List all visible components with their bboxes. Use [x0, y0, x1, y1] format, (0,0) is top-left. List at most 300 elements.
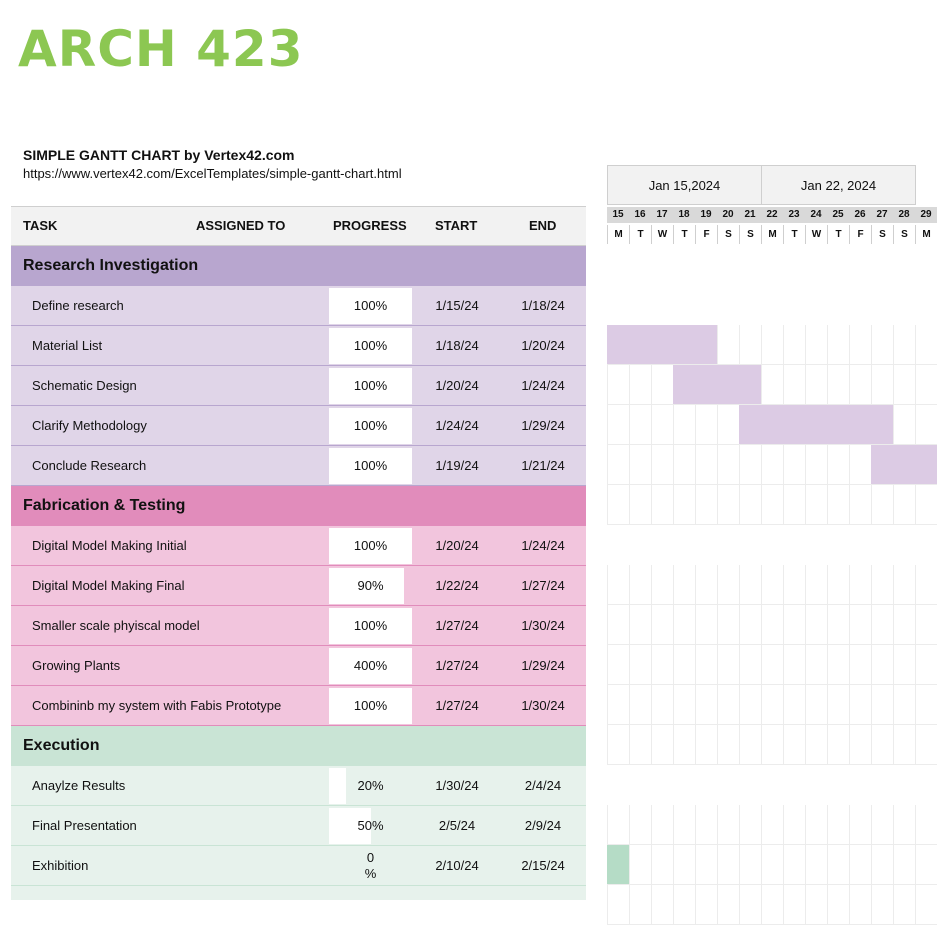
gantt-cell[interactable] [629, 605, 651, 645]
progress-value: 100% [353, 378, 388, 393]
gantt-cell[interactable] [849, 445, 871, 485]
gantt-cell[interactable] [827, 845, 849, 885]
gantt-cell[interactable] [607, 405, 629, 445]
task-name[interactable]: Digital Model Making Final [32, 578, 185, 593]
gantt-cell[interactable] [849, 485, 871, 525]
start-date[interactable]: 1/30/24 [435, 778, 479, 793]
gantt-cell[interactable] [893, 805, 915, 845]
gantt-cell[interactable] [849, 365, 871, 405]
start-date[interactable]: 1/20/24 [435, 378, 479, 393]
gantt-cell[interactable] [607, 685, 629, 725]
gantt-cell[interactable] [827, 685, 849, 725]
day-of-week: W [651, 225, 673, 244]
day-of-week: W [805, 225, 827, 244]
gantt-cell[interactable] [761, 685, 783, 725]
gantt-cell[interactable] [695, 645, 717, 685]
gantt-cell[interactable] [827, 485, 849, 525]
gantt-cell[interactable] [805, 725, 827, 765]
gantt-cell[interactable] [673, 685, 695, 725]
gantt-cell[interactable] [761, 565, 783, 605]
gantt-cell[interactable] [827, 805, 849, 845]
gantt-cell[interactable] [893, 845, 915, 885]
column-header-end[interactable]: END [529, 218, 557, 233]
gantt-cell[interactable] [915, 685, 937, 725]
gantt-cell[interactable] [827, 885, 849, 925]
end-date[interactable]: 1/30/24 [521, 618, 565, 633]
start-date[interactable]: 1/22/24 [435, 578, 479, 593]
gantt-cell[interactable] [695, 805, 717, 845]
column-header-assigned[interactable]: ASSIGNED TO [196, 218, 286, 233]
gantt-cell[interactable] [805, 805, 827, 845]
week-label: Jan 22, 2024 [761, 165, 916, 205]
gantt-cell[interactable] [783, 565, 805, 605]
start-date[interactable]: 1/19/24 [435, 458, 479, 473]
gantt-cell[interactable] [673, 485, 695, 525]
end-date[interactable]: 1/20/24 [521, 338, 565, 353]
end-date[interactable]: 1/27/24 [521, 578, 565, 593]
end-date[interactable]: 2/15/24 [521, 858, 565, 873]
gantt-cell[interactable] [629, 565, 651, 605]
day-number: 24 [805, 207, 827, 223]
task-row[interactable] [11, 526, 586, 566]
gantt-cell[interactable] [607, 445, 629, 485]
gantt-cell[interactable] [739, 885, 761, 925]
progress-cell[interactable] [329, 608, 412, 644]
gantt-cell[interactable] [651, 565, 673, 605]
start-date[interactable]: 1/15/24 [435, 298, 479, 313]
gantt-cell[interactable] [805, 325, 827, 365]
gantt-cell[interactable] [651, 805, 673, 845]
day-of-week: S [717, 225, 739, 244]
gantt-cell[interactable] [629, 445, 651, 485]
start-date[interactable]: 1/27/24 [435, 618, 479, 633]
day-number: 29 [915, 207, 937, 223]
progress-cell[interactable] [329, 368, 412, 404]
phase-name: Fabrication & Testing [23, 497, 186, 514]
end-date[interactable]: 1/21/24 [521, 458, 565, 473]
task-row[interactable] [11, 366, 586, 406]
gantt-cell[interactable] [717, 405, 739, 445]
gantt-cell[interactable] [783, 805, 805, 845]
template-url-link[interactable]: https://www.vertex42.com/ExcelTemplates/simple-gantt-chart.html [23, 166, 402, 181]
gantt-cell[interactable] [673, 565, 695, 605]
gantt-cell[interactable] [849, 805, 871, 845]
gantt-cell[interactable] [761, 885, 783, 925]
progress-value: 20% [357, 778, 384, 793]
gantt-cell[interactable] [651, 725, 673, 765]
gantt-cell[interactable] [827, 565, 849, 605]
phase-name: Execution [23, 737, 100, 754]
gantt-cell[interactable] [915, 405, 937, 445]
gantt-cell[interactable] [607, 645, 629, 685]
task-row[interactable] [11, 806, 586, 846]
column-header-task[interactable]: TASK [23, 218, 58, 233]
gantt-cell[interactable] [893, 485, 915, 525]
day-of-week: T [673, 225, 695, 244]
gantt-cell[interactable] [893, 565, 915, 605]
progress-cell[interactable] [329, 768, 412, 804]
gantt-cell[interactable] [695, 445, 717, 485]
gantt-cell[interactable] [805, 365, 827, 405]
task-name[interactable]: Define research [32, 298, 124, 313]
gantt-cell[interactable] [739, 845, 761, 885]
gantt-cell[interactable] [717, 645, 739, 685]
gantt-cell[interactable] [607, 805, 629, 845]
gantt-cell[interactable] [849, 725, 871, 765]
gantt-cell[interactable] [915, 845, 937, 885]
gantt-cell[interactable] [651, 885, 673, 925]
gantt-cell[interactable] [871, 485, 893, 525]
gantt-cell[interactable] [893, 605, 915, 645]
gantt-cell[interactable] [827, 365, 849, 405]
chart-subtitle: SIMPLE GANTT CHART by Vertex42.com [23, 147, 295, 163]
gantt-cell[interactable] [871, 805, 893, 845]
gantt-cell[interactable] [871, 845, 893, 885]
gantt-bar[interactable] [673, 365, 761, 404]
progress-value: 100% [353, 298, 388, 313]
gantt-cell[interactable] [695, 605, 717, 645]
end-date[interactable]: 1/18/24 [521, 298, 565, 313]
start-date[interactable]: 1/27/24 [435, 698, 479, 713]
gantt-cell[interactable] [739, 645, 761, 685]
gantt-cell[interactable] [783, 885, 805, 925]
gantt-cell[interactable] [805, 485, 827, 525]
gantt-cell[interactable] [651, 445, 673, 485]
task-row[interactable] [11, 286, 586, 326]
task-name[interactable]: Conclude Research [32, 458, 147, 473]
gantt-cell[interactable] [651, 405, 673, 445]
task-name[interactable]: Digital Model Making Initial [32, 538, 187, 553]
gantt-cell[interactable] [651, 685, 673, 725]
task-row[interactable] [11, 406, 586, 446]
gantt-cell[interactable] [607, 725, 629, 765]
gantt-cell[interactable] [761, 725, 783, 765]
day-of-week: T [827, 225, 849, 244]
gantt-cell[interactable] [849, 645, 871, 685]
gantt-cell[interactable] [783, 685, 805, 725]
gantt-cell[interactable] [783, 645, 805, 685]
start-date[interactable]: 1/27/24 [435, 658, 479, 673]
progress-cell[interactable] [329, 528, 412, 564]
gantt-cell[interactable] [805, 605, 827, 645]
gantt-cell[interactable] [695, 405, 717, 445]
task-name[interactable]: Combininb my system with Fabis Prototype [32, 698, 282, 713]
gantt-cell[interactable] [849, 885, 871, 925]
gantt-cell[interactable] [761, 485, 783, 525]
gantt-cell[interactable] [673, 805, 695, 845]
task-row[interactable] [11, 606, 586, 646]
gantt-cell[interactable] [629, 365, 651, 405]
gantt-row [607, 485, 937, 525]
task-name[interactable]: Clarify Methodology [32, 418, 147, 433]
progress-cell[interactable] [329, 808, 412, 844]
day-of-week: M [607, 225, 629, 244]
gantt-row [607, 725, 937, 765]
gantt-cell[interactable] [695, 565, 717, 605]
task-name[interactable]: Final Presentation [32, 818, 137, 833]
progress-cell[interactable] [329, 408, 412, 444]
day-of-week: F [695, 225, 717, 244]
task-row[interactable] [11, 646, 586, 686]
gantt-cell[interactable] [783, 325, 805, 365]
gantt-cell[interactable] [673, 845, 695, 885]
gantt-cell[interactable] [739, 685, 761, 725]
gantt-cell[interactable] [673, 445, 695, 485]
phase-header[interactable] [11, 486, 586, 526]
gantt-cell[interactable] [651, 845, 673, 885]
task-name[interactable]: Material List [32, 338, 103, 353]
start-date[interactable]: 1/18/24 [435, 338, 479, 353]
gantt-row [607, 885, 937, 925]
task-name[interactable]: Exhibition [32, 858, 89, 873]
gantt-cell[interactable] [761, 365, 783, 405]
gantt-cell[interactable] [695, 485, 717, 525]
progress-cell[interactable] [329, 688, 412, 724]
gantt-cell[interactable] [629, 845, 651, 885]
gantt-cell[interactable] [739, 325, 761, 365]
start-date[interactable]: 2/10/24 [435, 858, 479, 873]
gantt-cell[interactable] [805, 845, 827, 885]
day-number: 16 [629, 207, 651, 223]
day-of-week: S [739, 225, 761, 244]
day-of-week: S [871, 225, 893, 244]
day-of-week: T [629, 225, 651, 244]
phase-group-fabrication [11, 486, 586, 726]
gantt-cell[interactable] [717, 805, 739, 845]
progress-value: 400% [353, 658, 388, 673]
gantt-cell[interactable] [651, 485, 673, 525]
gantt-cell[interactable] [607, 365, 629, 405]
gantt-cell[interactable] [783, 445, 805, 485]
gantt-cell[interactable] [805, 685, 827, 725]
gantt-cell[interactable] [915, 725, 937, 765]
gantt-cell[interactable] [695, 725, 717, 765]
gantt-cell[interactable] [717, 565, 739, 605]
gantt-row [607, 565, 937, 605]
day-number: 22 [761, 207, 783, 223]
gantt-cell[interactable] [651, 645, 673, 685]
gantt-cell[interactable] [607, 485, 629, 525]
gantt-bar[interactable] [607, 325, 717, 364]
task-row[interactable] [11, 846, 586, 886]
gantt-cell[interactable] [871, 725, 893, 765]
phase-group-research [11, 246, 586, 486]
gantt-cell[interactable] [893, 365, 915, 405]
gantt-cell[interactable] [805, 885, 827, 925]
progress-value: 100% [353, 458, 388, 473]
gantt-cell[interactable] [849, 565, 871, 605]
task-name[interactable]: Growing Plants [32, 658, 121, 673]
progress-value: 100% [353, 538, 388, 553]
gantt-cell[interactable] [827, 645, 849, 685]
end-date[interactable]: 1/29/24 [521, 418, 565, 433]
gantt-bar[interactable] [739, 405, 893, 444]
gantt-bar[interactable] [607, 845, 629, 884]
gantt-cell[interactable] [871, 645, 893, 685]
gantt-cell[interactable] [717, 885, 739, 925]
gantt-cell[interactable] [871, 605, 893, 645]
task-name[interactable]: Schematic Design [32, 378, 137, 393]
gantt-cell[interactable] [717, 845, 739, 885]
start-date[interactable]: 1/20/24 [435, 538, 479, 553]
task-row[interactable] [11, 686, 586, 726]
gantt-cell[interactable] [893, 645, 915, 685]
gantt-cell[interactable] [849, 845, 871, 885]
day-number: 25 [827, 207, 849, 223]
gantt-cell[interactable] [761, 645, 783, 685]
start-date[interactable]: 1/24/24 [435, 418, 479, 433]
gantt-cell[interactable] [695, 845, 717, 885]
gantt-cell[interactable] [673, 885, 695, 925]
gantt-row [607, 365, 937, 405]
gantt-cell[interactable] [827, 725, 849, 765]
end-date[interactable]: 2/9/24 [524, 818, 562, 833]
gantt-cell[interactable] [651, 365, 673, 405]
day-of-week: M [761, 225, 783, 244]
gantt-cell[interactable] [915, 485, 937, 525]
gantt-cell[interactable] [893, 405, 915, 445]
gantt-cell[interactable] [893, 325, 915, 365]
gantt-cell[interactable] [607, 605, 629, 645]
gantt-cell[interactable] [805, 645, 827, 685]
gantt-cell[interactable] [871, 685, 893, 725]
task-name[interactable]: Smaller scale phyiscal model [32, 618, 200, 633]
start-date[interactable]: 2/5/24 [438, 818, 476, 833]
gantt-cell[interactable] [783, 365, 805, 405]
gantt-cell[interactable] [783, 485, 805, 525]
progress-value: 100% [353, 698, 388, 713]
task-row[interactable] [11, 566, 586, 606]
gantt-cell[interactable] [629, 805, 651, 845]
gantt-cell[interactable] [739, 565, 761, 605]
gantt-cell[interactable] [717, 725, 739, 765]
gantt-cell[interactable] [695, 885, 717, 925]
gantt-cell[interactable] [673, 645, 695, 685]
gantt-cell[interactable] [651, 605, 673, 645]
progress-value: 100% [353, 618, 388, 633]
progress-cell[interactable] [329, 448, 412, 484]
gantt-cell[interactable] [915, 605, 937, 645]
gantt-cell[interactable] [827, 325, 849, 365]
gantt-cell[interactable] [849, 685, 871, 725]
gantt-cell[interactable] [739, 805, 761, 845]
gantt-cell[interactable] [629, 725, 651, 765]
progress-value: 0 % [364, 850, 377, 881]
phase-header[interactable] [11, 726, 586, 766]
progress-cell[interactable] [329, 568, 412, 604]
phase-header[interactable] [11, 246, 586, 286]
progress-value: 90% [357, 578, 384, 593]
end-date[interactable]: 1/30/24 [521, 698, 565, 713]
gantt-cell[interactable] [629, 405, 651, 445]
gantt-cell[interactable] [673, 605, 695, 645]
gantt-cell[interactable] [739, 485, 761, 525]
gantt-cell[interactable] [827, 445, 849, 485]
gantt-cell[interactable] [717, 605, 739, 645]
day-number: 18 [673, 207, 695, 223]
gantt-cell[interactable] [783, 845, 805, 885]
column-header-start[interactable]: START [435, 218, 478, 233]
progress-cell[interactable] [329, 648, 412, 684]
gantt-cell[interactable] [739, 605, 761, 645]
day-of-week: F [849, 225, 871, 244]
gantt-cell[interactable] [915, 805, 937, 845]
task-row[interactable] [11, 326, 586, 366]
gantt-cell[interactable] [761, 445, 783, 485]
gantt-cell[interactable] [717, 325, 739, 365]
gantt-cell[interactable] [805, 445, 827, 485]
gantt-cell[interactable] [739, 725, 761, 765]
gantt-cell[interactable] [761, 805, 783, 845]
gantt-cell[interactable] [629, 685, 651, 725]
gantt-cell[interactable] [629, 885, 651, 925]
gantt-cell[interactable] [783, 725, 805, 765]
gantt-cell[interactable] [915, 565, 937, 605]
gantt-cell[interactable] [607, 885, 629, 925]
gantt-cell[interactable] [871, 325, 893, 365]
end-date[interactable]: 1/29/24 [521, 658, 565, 673]
task-row[interactable] [11, 446, 586, 486]
gantt-cell[interactable] [607, 565, 629, 605]
progress-cell[interactable] [329, 848, 412, 884]
gantt-cell[interactable] [871, 365, 893, 405]
progress-cell[interactable] [329, 288, 412, 324]
end-date[interactable]: 2/4/24 [524, 778, 562, 793]
gantt-cell[interactable] [805, 565, 827, 605]
day-number: 17 [651, 207, 673, 223]
gantt-cell[interactable] [717, 685, 739, 725]
task-row[interactable] [11, 886, 586, 900]
gantt-cell[interactable] [915, 645, 937, 685]
gantt-cell[interactable] [893, 725, 915, 765]
gantt-row [607, 605, 937, 645]
end-date[interactable]: 1/24/24 [521, 378, 565, 393]
gantt-cell[interactable] [783, 605, 805, 645]
gantt-cell[interactable] [673, 405, 695, 445]
gantt-cell[interactable] [915, 365, 937, 405]
gantt-cell[interactable] [739, 445, 761, 485]
gantt-cell[interactable] [871, 885, 893, 925]
day-number: 15 [607, 207, 629, 223]
gantt-cell[interactable] [849, 605, 871, 645]
task-row[interactable] [11, 766, 586, 806]
day-number: 27 [871, 207, 893, 223]
progress-cell[interactable] [329, 328, 412, 364]
gantt-cell[interactable] [827, 605, 849, 645]
day-of-week: S [893, 225, 915, 244]
gantt-cell[interactable] [871, 565, 893, 605]
gantt-cell[interactable] [915, 885, 937, 925]
gantt-cell[interactable] [761, 845, 783, 885]
gantt-cell[interactable] [761, 605, 783, 645]
gantt-cell[interactable] [893, 885, 915, 925]
end-date[interactable]: 1/24/24 [521, 538, 565, 553]
gantt-cell[interactable] [695, 685, 717, 725]
gantt-cell[interactable] [629, 645, 651, 685]
gantt-cell[interactable] [849, 325, 871, 365]
progress-value: 100% [353, 338, 388, 353]
gantt-cell[interactable] [717, 445, 739, 485]
gantt-cell[interactable] [629, 485, 651, 525]
gantt-cell[interactable] [673, 725, 695, 765]
gantt-cell[interactable] [915, 325, 937, 365]
gantt-cell[interactable] [717, 485, 739, 525]
column-header-progress[interactable]: PROGRESS [333, 218, 407, 233]
gantt-cell[interactable] [893, 685, 915, 725]
task-name[interactable]: Anaylze Results [32, 778, 126, 793]
gantt-cell[interactable] [761, 325, 783, 365]
gantt-bar[interactable] [871, 445, 937, 484]
